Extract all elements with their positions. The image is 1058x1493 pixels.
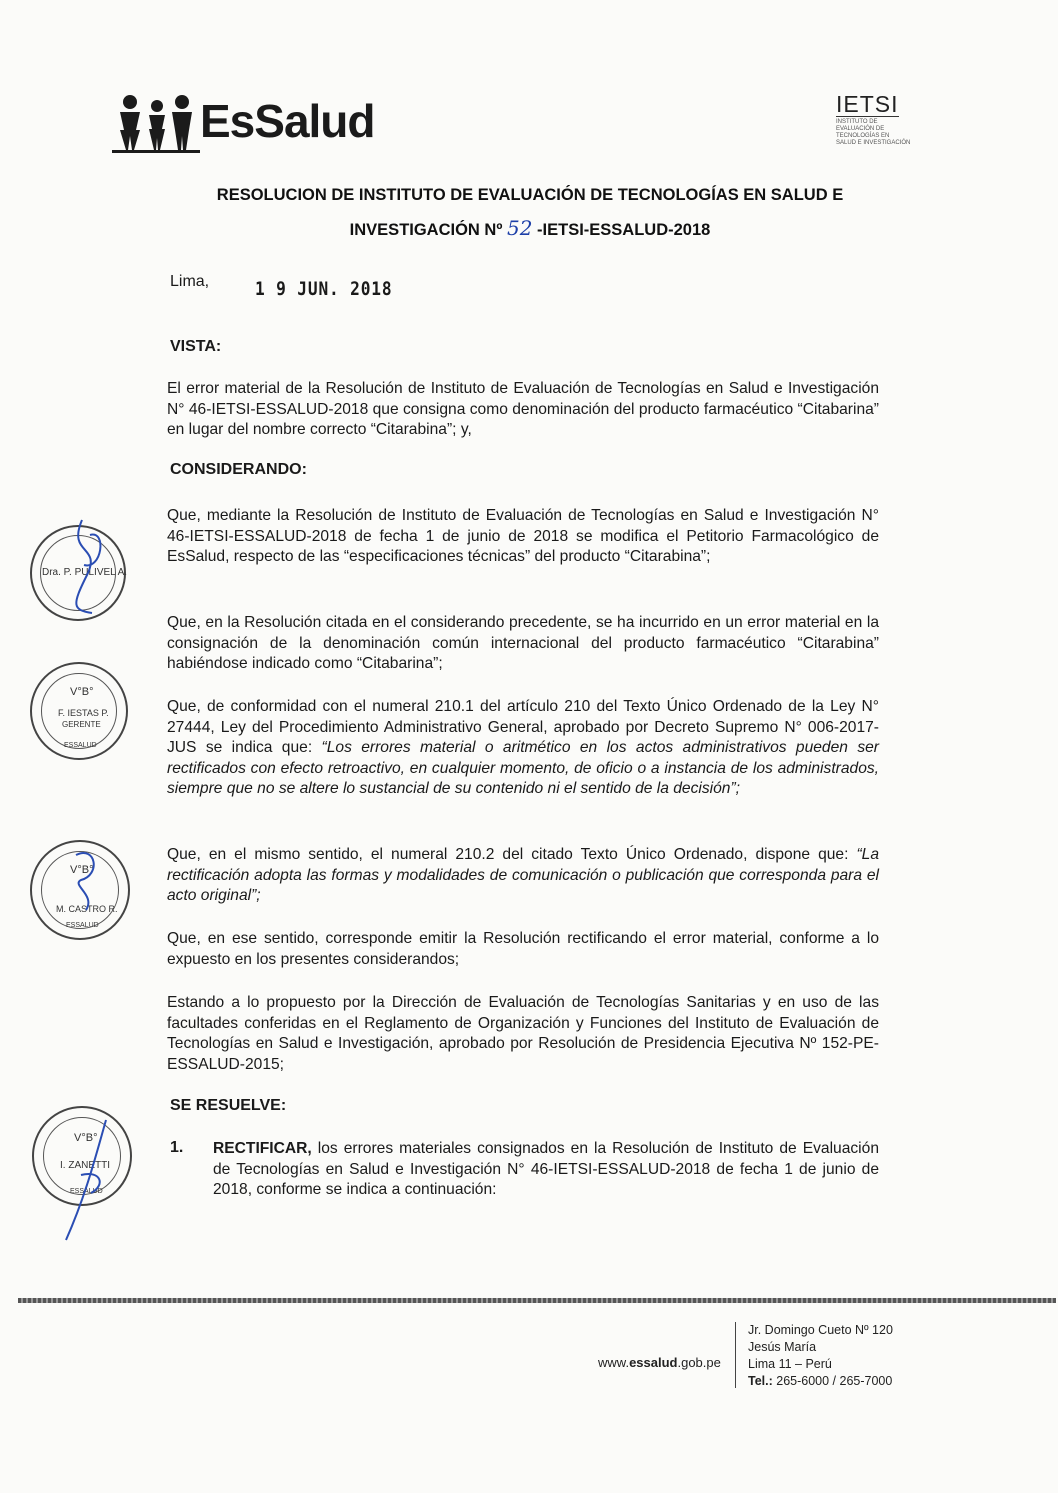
resuelve-heading: SE RESUELVE: [170, 1097, 287, 1114]
considerando-p6: Estando a lo propuesto por la Dirección de Evaluación de Tecnologías Sanitarias y en uso de las facultades conferidas en el Reglamento de Organización y Funciones del Instituto de Evaluación de Tecnologías en Salud e Investigación, aprobado por Resolución de Presidencia Ejecutiva Nº 152-PE-ESSALUD-2015; [167, 994, 879, 1073]
p4-quote: “La rectificación adopta las formas y modalidades de comunicación o publicación que corresponda para el acto original”; [167, 846, 879, 904]
address-line-1: Jr. Domingo Cueto Nº 120 [748, 1323, 893, 1337]
signature-3-icon [66, 845, 106, 915]
stamp-2-role: GERENTE [62, 720, 101, 729]
stamp-4-vb: V°B° [74, 1132, 98, 1144]
stamp-4-name: I. ZANETTI [60, 1160, 110, 1171]
stamp-4-bottom: ESSALUD [70, 1188, 103, 1195]
stamp-2 [30, 662, 128, 760]
considerando-p5: Que, en ese sentido, corresponde emitir la Resolución rectificando el error material, conforme a lo expuesto en los presentes considerandos; [167, 930, 879, 968]
phone-value: 265-6000 / 265-7000 [772, 1374, 893, 1388]
web-domain: essalud [629, 1355, 678, 1370]
vista-text: El error material de la Resolución de Instituto de Evaluación de Tecnologías en Salud e Investigación N° 46-IETSI-ESSALUD-2018 que consigna como denominación del producto farmacéutico “Citabarina” en lugar del nombre correcto “Citarabina”; y, [167, 380, 879, 438]
address-line-2: Jesús María [748, 1340, 817, 1354]
considerando-p1: Que, mediante la Resolución de Instituto de Evaluación de Tecnologías en Salud e Investigación N° 46-IETSI-ESSALUD-2018 de fecha 1 de junio de 2018 se modifica el Petitorio Farmacológico de EsSalud, respecto de las “especificaciones técnicas” del producto “Citarabina”; [167, 507, 879, 565]
resolution-title-line1: RESOLUCION DE INSTITUTO DE EVALUACIÓN DE TECNOLOGÍAS EN SALUD E [216, 186, 844, 204]
footer-website [598, 1355, 721, 1370]
considerando-p3 [167, 697, 879, 800]
stamp-2-name: F. IESTAS P. [58, 708, 109, 718]
stamp-3-bottom: ESSALUD [66, 922, 99, 929]
footer-address [748, 1322, 893, 1390]
family-logo-icon [112, 92, 202, 156]
considerando-heading: CONSIDERANDO: [170, 461, 307, 478]
vista-heading: VISTA: [170, 338, 222, 355]
signature-1-icon [62, 515, 112, 615]
footer-separator [735, 1322, 736, 1388]
footer-divider [18, 1298, 1056, 1303]
signature-4-icon [56, 1115, 116, 1245]
ietsi-wordmark: IETSI [836, 91, 899, 117]
p4-text: Que, en el mismo sentido, el numeral 210.2 del citado Texto Único Ordenado, dispone que: [167, 846, 857, 863]
web-prefix: www. [598, 1355, 630, 1370]
stamp-2-vb: V°B° [70, 686, 94, 698]
considerando-p4 [167, 845, 879, 907]
handwritten-number: 52 [506, 216, 533, 240]
date-stamp: 1 9 JUN. 2018 [255, 278, 393, 300]
title-prefix: INVESTIGACIÓN Nº [349, 221, 503, 239]
ietsi-subtitle: INSTITUTO DE EVALUACIÓN DE TECNOLOGÍAS EN SALUD E INVESTIGACIÓN [836, 119, 911, 146]
essalud-logo [112, 88, 382, 158]
considerando-p2: Que, en la Resolución citada en el considerando precedente, se ha incurrido en un error material en la consignación de la denominación común internacional del producto farmacéutico “Citarabina” habiéndose indicado como “Citabarina”; [167, 614, 879, 672]
resolution-title-line2 [150, 216, 910, 240]
item1-text [213, 1139, 879, 1201]
address-line-3: Lima 11 – Perú [748, 1357, 832, 1371]
title-suffix: -IETSI-ESSALUD-2018 [537, 221, 711, 239]
address-phone [748, 1373, 893, 1390]
date-label: Lima, [170, 273, 210, 290]
stamp-1-name: Dra. P. PULIVEL A. [42, 567, 128, 578]
item1-bold: RECTIFICAR, [213, 1140, 312, 1157]
phone-label: Tel.: [748, 1374, 773, 1388]
stamp-2-bottom: ESSALUD [64, 742, 97, 749]
essalud-wordmark: EsSalud [200, 95, 375, 147]
stamp-3-vb: V°B° [70, 864, 94, 876]
ietsi-logo [836, 92, 926, 162]
p3-quote: “Los errores material o aritmético en los actos administrativos pueden ser rectificados con efecto retroactivo, en cualquier momento, de oficio o a instancia de los administrados, siempre que no se altere lo sustancial de su contenido ni el sentido de la decisión”; [167, 739, 879, 797]
stamp-3-name: M. CASTRO R. [56, 904, 118, 914]
item1-number: 1. [170, 1139, 184, 1156]
p3-text: Que, de conformidad con el numeral 210.1 del artículo 210 del Texto Único Ordenado de la Ley N° 27444, Ley del Procedimiento Administrativo General, aprobado por Decreto Supremo N° 006-2017-JUS se indica que: [167, 698, 879, 756]
web-suffix: .gob.pe [677, 1355, 721, 1370]
item1-body: los errores materiales consignados en la Resolución de Instituto de Evaluación de Tecnologías en Salud e Investigación N° 46-IETSI-ESSALUD-2018 de fecha 1 de junio de 2018, conforme se indica a continuación: [213, 1140, 879, 1198]
